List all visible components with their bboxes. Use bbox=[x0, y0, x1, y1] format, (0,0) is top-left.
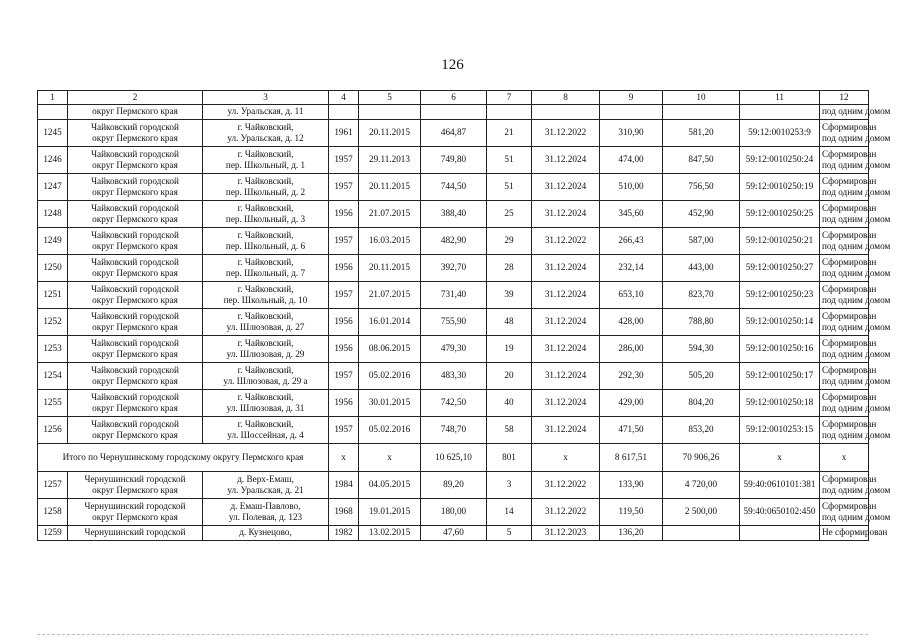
col-header-1: 1 bbox=[38, 91, 68, 105]
cell bbox=[532, 105, 600, 120]
cell-residents: 5 bbox=[487, 526, 532, 541]
cell-address: г. Чайковский, пер. Школьный, д. 1 bbox=[203, 147, 329, 174]
cell-deadline: 31.12.2024 bbox=[532, 309, 600, 336]
cell-land-area: 581,20 bbox=[663, 120, 740, 147]
cell-date: 16.01.2014 bbox=[359, 309, 421, 336]
cell-year: 1957 bbox=[329, 282, 359, 309]
cell-municipality: Чайковский городской округ Пермского края bbox=[68, 255, 203, 282]
cell-municipality: Чайковский городской округ Пермского края bbox=[68, 309, 203, 336]
cell-status: Сформирован под одним домом bbox=[820, 499, 869, 526]
cell-area: 748,70 bbox=[421, 417, 487, 444]
cell-residents: 29 bbox=[487, 228, 532, 255]
cell-municipality: Чайковский городской округ Пермского края bbox=[68, 147, 203, 174]
cell bbox=[421, 105, 487, 120]
register-table bbox=[37, 90, 891, 541]
cell-area: 479,30 bbox=[421, 336, 487, 363]
cell-date: 21.07.2015 bbox=[359, 201, 421, 228]
table-row bbox=[38, 472, 869, 499]
cell-status: Сформирован под одним домом bbox=[820, 174, 869, 201]
cell-land-area bbox=[663, 526, 740, 541]
cell bbox=[329, 105, 359, 120]
cell-land-area: 853,20 bbox=[663, 417, 740, 444]
cell-deadline: 31.12.2024 bbox=[532, 255, 600, 282]
cell-cadastral: 59:12:0010250:25 bbox=[740, 201, 820, 228]
cell-year: 1984 bbox=[329, 472, 359, 499]
cell-date: 08.06.2015 bbox=[359, 336, 421, 363]
page-number: 126 bbox=[441, 57, 464, 73]
cell-date: 13.02.2015 bbox=[359, 526, 421, 541]
cell-municipality: Чайковский городской округ Пермского края bbox=[68, 336, 203, 363]
total-cell: x bbox=[740, 444, 820, 472]
cell-address: г. Чайковский, пер. Школьный, д. 3 bbox=[203, 201, 329, 228]
cell-land-area: 4 720,00 bbox=[663, 472, 740, 499]
cell-date: 05.02.2016 bbox=[359, 417, 421, 444]
cell-area: 755,90 bbox=[421, 309, 487, 336]
cell-land-area: 452,90 bbox=[663, 201, 740, 228]
table-row bbox=[38, 363, 869, 390]
cell-area-2: 292,30 bbox=[600, 363, 663, 390]
total-cell: x bbox=[532, 444, 600, 472]
cell-land-area: 847,50 bbox=[663, 147, 740, 174]
cell-land-area: 756,50 bbox=[663, 174, 740, 201]
cell-cadastral: 59:12:0010250:21 bbox=[740, 228, 820, 255]
cell-address: г. Чайковский, пер. Школьный, д. 6 bbox=[203, 228, 329, 255]
cell-year: 1956 bbox=[329, 255, 359, 282]
cell-status: Сформирован под одним домом bbox=[820, 147, 869, 174]
cell-residents: 51 bbox=[487, 174, 532, 201]
cell-deadline: 31.12.2022 bbox=[532, 120, 600, 147]
cell-area-2: 119,50 bbox=[600, 499, 663, 526]
cell-cadastral: 59:12:0010250:23 bbox=[740, 282, 820, 309]
table-row bbox=[38, 282, 869, 309]
cell-area: 742,50 bbox=[421, 390, 487, 417]
cell-index: 1258 bbox=[38, 499, 68, 526]
cell-area: 388,40 bbox=[421, 201, 487, 228]
col-header-11: 11 bbox=[740, 91, 820, 105]
cell-address: г. Чайковский, пер. Школьный, д. 7 bbox=[203, 255, 329, 282]
cell-status: Сформирован под одним домом bbox=[820, 363, 869, 390]
cell-date: 16.03.2015 bbox=[359, 228, 421, 255]
cell-status: Сформирован под одним домом bbox=[820, 390, 869, 417]
col-header-7: 7 bbox=[487, 91, 532, 105]
cell-deadline: 31.12.2022 bbox=[532, 499, 600, 526]
cell-area-2: 310,90 bbox=[600, 120, 663, 147]
cell-land-area: 505,20 bbox=[663, 363, 740, 390]
cell-municipality: Чернушинский городской bbox=[68, 526, 203, 541]
cell-date: 29.11.2013 bbox=[359, 147, 421, 174]
cell-index: 1245 bbox=[38, 120, 68, 147]
cell-deadline: 31.12.2022 bbox=[532, 472, 600, 499]
cell-year: 1961 bbox=[329, 120, 359, 147]
cell-status: Сформирован под одним домом bbox=[820, 228, 869, 255]
cell-status: Сформирован под одним домом bbox=[820, 282, 869, 309]
cell-area-2: 266,43 bbox=[600, 228, 663, 255]
cell-land-area: 804,20 bbox=[663, 390, 740, 417]
cell-address: г. Чайковский, пер. Школьный, д. 10 bbox=[203, 282, 329, 309]
table-row bbox=[38, 228, 869, 255]
cell-cadastral: 59:12:0010253:9 bbox=[740, 120, 820, 147]
cell-area-2: 429,00 bbox=[600, 390, 663, 417]
col-header-4: 4 bbox=[329, 91, 359, 105]
cell-index: 1250 bbox=[38, 255, 68, 282]
cell-deadline: 31.12.2024 bbox=[532, 336, 600, 363]
col-header-12: 12 bbox=[820, 91, 869, 105]
cell-area-2: 136,20 bbox=[600, 526, 663, 541]
cell-residents: 20 bbox=[487, 363, 532, 390]
cell-year: 1956 bbox=[329, 336, 359, 363]
cell bbox=[359, 105, 421, 120]
cell-municipality: Чайковский городской округ Пермского края bbox=[68, 417, 203, 444]
cell-date: 30.01.2015 bbox=[359, 390, 421, 417]
cell-deadline: 31.12.2023 bbox=[532, 526, 600, 541]
cell-municipality: Чайковский городской округ Пермского края bbox=[68, 390, 203, 417]
col-header-5: 5 bbox=[359, 91, 421, 105]
cell-year: 1957 bbox=[329, 417, 359, 444]
table-row bbox=[38, 417, 869, 444]
cell-date: 19.01.2015 bbox=[359, 499, 421, 526]
total-cell: x bbox=[359, 444, 421, 472]
cell-area-2: 133,90 bbox=[600, 472, 663, 499]
cell-municipality: округ Пермского края bbox=[68, 105, 203, 120]
cell-address: г. Чайковский, ул. Шлюзовая, д. 29 bbox=[203, 336, 329, 363]
table-row bbox=[38, 526, 869, 541]
total-row bbox=[38, 444, 869, 472]
cell bbox=[600, 105, 663, 120]
cell-status: Сформирован под одним домом bbox=[820, 336, 869, 363]
col-header-3: 3 bbox=[203, 91, 329, 105]
cell-index: 1256 bbox=[38, 417, 68, 444]
cell-residents: 48 bbox=[487, 309, 532, 336]
cell-deadline: 31.12.2024 bbox=[532, 417, 600, 444]
cell-cadastral: 59:12:0010250:17 bbox=[740, 363, 820, 390]
cell bbox=[663, 105, 740, 120]
cell-index: 1249 bbox=[38, 228, 68, 255]
cell-index: 1255 bbox=[38, 390, 68, 417]
cell-index: 1254 bbox=[38, 363, 68, 390]
cell-date: 21.07.2015 bbox=[359, 282, 421, 309]
cell-municipality: Чайковский городской округ Пермского края bbox=[68, 174, 203, 201]
cell-status: Сформирован под одним домом bbox=[820, 472, 869, 499]
table-row bbox=[38, 174, 869, 201]
cell-area-2: 474,00 bbox=[600, 147, 663, 174]
cell-cadastral: 59:12:0010250:14 bbox=[740, 309, 820, 336]
cell-area: 47,60 bbox=[421, 526, 487, 541]
cell-area: 483,30 bbox=[421, 363, 487, 390]
cell-deadline: 31.12.2024 bbox=[532, 282, 600, 309]
cell-address: г. Чайковский, ул. Шлюзовая, д. 27 bbox=[203, 309, 329, 336]
cell-cadastral: 59:12:0010253:15 bbox=[740, 417, 820, 444]
cell-area: 749,80 bbox=[421, 147, 487, 174]
cell-land-area: 443,00 bbox=[663, 255, 740, 282]
cell-status: Сформирован под одним домом bbox=[820, 309, 869, 336]
cell-index: 1253 bbox=[38, 336, 68, 363]
cell-residents: 19 bbox=[487, 336, 532, 363]
table-row bbox=[38, 255, 869, 282]
cell-residents: 58 bbox=[487, 417, 532, 444]
total-cell: x bbox=[820, 444, 869, 472]
cell-date: 20.11.2015 bbox=[359, 255, 421, 282]
column-number-row bbox=[38, 91, 869, 105]
cell-area-2: 428,00 bbox=[600, 309, 663, 336]
cell-year: 1957 bbox=[329, 174, 359, 201]
total-cell: 70 906,26 bbox=[663, 444, 740, 472]
cell-area: 464,87 bbox=[421, 120, 487, 147]
cell-residents: 28 bbox=[487, 255, 532, 282]
table-row bbox=[38, 336, 869, 363]
cell-cadastral: 59:12:0010250:16 bbox=[740, 336, 820, 363]
cell-address: ул. Уральская, д. 11 bbox=[203, 105, 329, 120]
cell-year: 1968 bbox=[329, 499, 359, 526]
table-row bbox=[38, 120, 869, 147]
cell-area-2: 653,10 bbox=[600, 282, 663, 309]
table-row bbox=[38, 147, 869, 174]
cell-cadastral: 59:12:0010250:18 bbox=[740, 390, 820, 417]
cell-status: под одним домом bbox=[820, 105, 869, 120]
cell-address: д. Емаш-Павлово, ул. Полевая, д. 123 bbox=[203, 499, 329, 526]
cell-area-2: 471,50 bbox=[600, 417, 663, 444]
cell-index: 1252 bbox=[38, 309, 68, 336]
cell-date: 20.11.2015 bbox=[359, 120, 421, 147]
table-row bbox=[38, 390, 869, 417]
cell-cadastral: 59:12:0010250:24 bbox=[740, 147, 820, 174]
cell-address: д. Верх-Емаш, ул. Уральская, д. 21 bbox=[203, 472, 329, 499]
col-header-9: 9 bbox=[600, 91, 663, 105]
cell-residents: 3 bbox=[487, 472, 532, 499]
cell-address: г. Чайковский, ул. Уральская, д. 12 bbox=[203, 120, 329, 147]
cell-year: 1956 bbox=[329, 201, 359, 228]
cell-area-2: 345,60 bbox=[600, 201, 663, 228]
cell-area: 392,70 bbox=[421, 255, 487, 282]
cell-municipality: Чайковский городской округ Пермского края bbox=[68, 282, 203, 309]
cell-address: г. Чайковский, ул. Шлюзовая, д. 29 а bbox=[203, 363, 329, 390]
cell-deadline: 31.12.2024 bbox=[532, 201, 600, 228]
total-cell: x bbox=[329, 444, 359, 472]
cell-cadastral bbox=[740, 526, 820, 541]
cell-residents: 39 bbox=[487, 282, 532, 309]
col-header-6: 6 bbox=[421, 91, 487, 105]
cell-land-area: 594,30 bbox=[663, 336, 740, 363]
cell-cadastral: 59:40:0650102:450 bbox=[740, 499, 820, 526]
cell-index: 1257 bbox=[38, 472, 68, 499]
cell-residents: 40 bbox=[487, 390, 532, 417]
cell-municipality: Чайковский городской округ Пермского края bbox=[68, 228, 203, 255]
cell bbox=[740, 105, 820, 120]
cell-cadastral: 59:40:0610101:381 bbox=[740, 472, 820, 499]
cell-municipality: Чернушинский городской округ Пермского края bbox=[68, 472, 203, 499]
cell-residents: 14 bbox=[487, 499, 532, 526]
cell-year: 1957 bbox=[329, 147, 359, 174]
cell-date: 05.02.2016 bbox=[359, 363, 421, 390]
continuation-row bbox=[38, 105, 869, 120]
cell-index: 1248 bbox=[38, 201, 68, 228]
cell-land-area: 2 500,00 bbox=[663, 499, 740, 526]
cell-municipality: Чайковский городской округ Пермского края bbox=[68, 201, 203, 228]
table-row bbox=[38, 201, 869, 228]
total-cell: 10 625,10 bbox=[421, 444, 487, 472]
cell-date: 20.11.2015 bbox=[359, 174, 421, 201]
cell-address: г. Чайковский, ул. Шоссейная, д. 4 bbox=[203, 417, 329, 444]
cell-status: Сформирован под одним домом bbox=[820, 201, 869, 228]
cell-address: г. Чайковский, ул. Шлюзовая, д. 31 bbox=[203, 390, 329, 417]
cell-cadastral: 59:12:0010250:27 bbox=[740, 255, 820, 282]
cell-land-area: 823,70 bbox=[663, 282, 740, 309]
cell-index: 1259 bbox=[38, 526, 68, 541]
cell-deadline: 31.12.2022 bbox=[532, 228, 600, 255]
cell-area-2: 510,00 bbox=[600, 174, 663, 201]
cell-deadline: 31.12.2024 bbox=[532, 147, 600, 174]
cell-residents: 51 bbox=[487, 147, 532, 174]
cell-deadline: 31.12.2024 bbox=[532, 390, 600, 417]
cell-residents: 21 bbox=[487, 120, 532, 147]
cell-address: д. Кузнецово, bbox=[203, 526, 329, 541]
cell-date: 04.05.2015 bbox=[359, 472, 421, 499]
cell-status: Сформирован под одним домом bbox=[820, 417, 869, 444]
cell-area: 89,20 bbox=[421, 472, 487, 499]
cell-deadline: 31.12.2024 bbox=[532, 363, 600, 390]
table-row bbox=[38, 499, 869, 526]
col-header-10: 10 bbox=[663, 91, 740, 105]
cell-year: 1956 bbox=[329, 309, 359, 336]
cell-status: Сформирован под одним домом bbox=[820, 255, 869, 282]
cell-area: 180,00 bbox=[421, 499, 487, 526]
total-cell: 8 617,51 bbox=[600, 444, 663, 472]
cell-area: 731,40 bbox=[421, 282, 487, 309]
cell-year: 1956 bbox=[329, 390, 359, 417]
table-row bbox=[38, 309, 869, 336]
cell-land-area: 587,00 bbox=[663, 228, 740, 255]
cell-year: 1957 bbox=[329, 363, 359, 390]
total-label: Итого по Чернушинскому городскому округу Пермского края bbox=[38, 444, 329, 472]
cell bbox=[487, 105, 532, 120]
cell-municipality: Чернушинский городской округ Пермского края bbox=[68, 499, 203, 526]
cell-index: 1247 bbox=[38, 174, 68, 201]
cell-land-area: 788,80 bbox=[663, 309, 740, 336]
cell-cadastral: 59:12:0010250:19 bbox=[740, 174, 820, 201]
scan-edge bbox=[37, 634, 868, 636]
cell-status: Не сформирован bbox=[820, 526, 869, 541]
cell-deadline: 31.12.2024 bbox=[532, 174, 600, 201]
cell-index: 1251 bbox=[38, 282, 68, 309]
cell-index: 1246 bbox=[38, 147, 68, 174]
cell-area-2: 286,00 bbox=[600, 336, 663, 363]
col-header-2: 2 bbox=[68, 91, 203, 105]
cell-year: 1957 bbox=[329, 228, 359, 255]
cell-municipality: Чайковский городской округ Пермского края bbox=[68, 120, 203, 147]
cell-area: 482,90 bbox=[421, 228, 487, 255]
col-header-8: 8 bbox=[532, 91, 600, 105]
cell-address: г. Чайковский, пер. Школьный, д. 2 bbox=[203, 174, 329, 201]
cell bbox=[38, 105, 68, 120]
cell-status: Сформирован под одним домом bbox=[820, 120, 869, 147]
cell-area-2: 232,14 bbox=[600, 255, 663, 282]
cell-municipality: Чайковский городской округ Пермского края bbox=[68, 363, 203, 390]
cell-residents: 25 bbox=[487, 201, 532, 228]
total-cell: 801 bbox=[487, 444, 532, 472]
cell-year: 1982 bbox=[329, 526, 359, 541]
cell-area: 744,50 bbox=[421, 174, 487, 201]
